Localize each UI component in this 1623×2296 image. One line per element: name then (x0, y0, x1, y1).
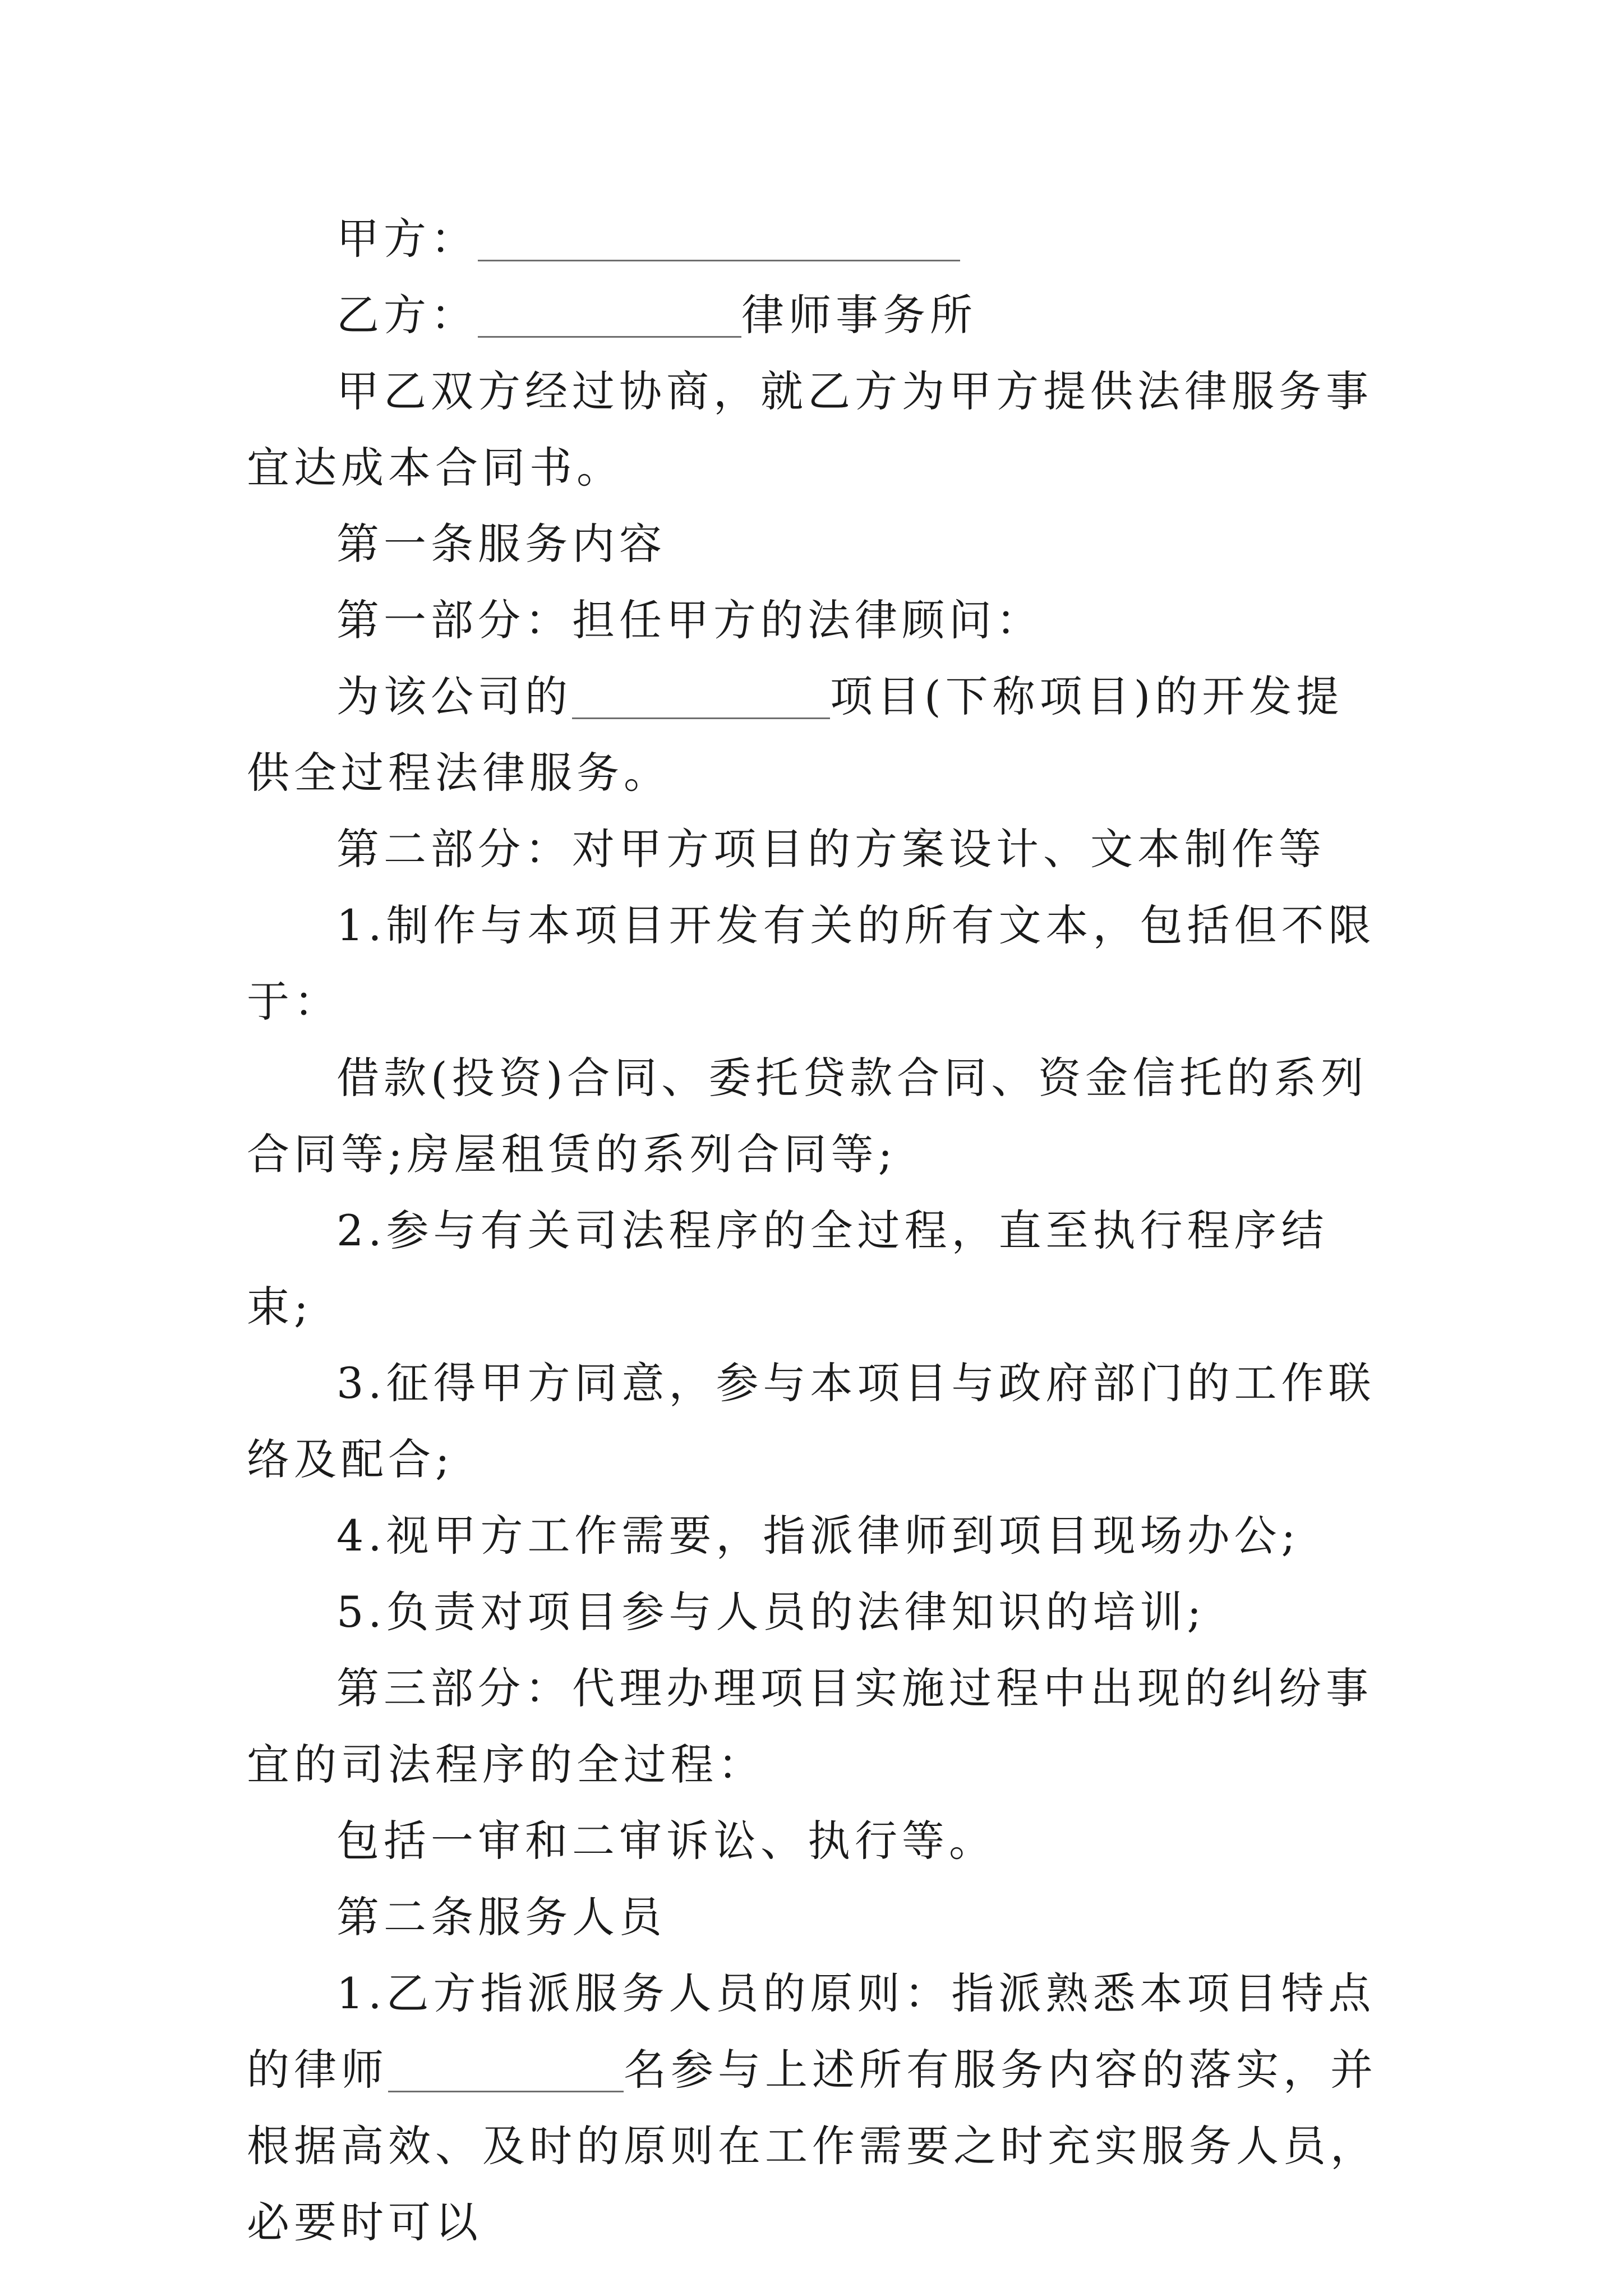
part1-body-prefix: 为该公司的 (336, 671, 572, 721)
part3-body: 包括一审和二审诉讼、执行等。 (336, 1816, 996, 1866)
item-3: 3.征得甲方同意，参与本项目与政府部门的工作联络及配合; (247, 1358, 1376, 1484)
article2-title: 第二条服务人员 (336, 1892, 666, 1942)
part3-title: 第三部分：代理办理项目实施过程中出现的纠纷事宜的司法程序的全过程： (247, 1663, 1373, 1789)
party-b-blank (478, 291, 741, 338)
party-a-line (247, 201, 1380, 277)
item-4: 4.视甲方工作需要，指派律师到项目现场办公; (336, 1511, 1301, 1561)
party-b-suffix: 律师事务所 (741, 290, 977, 340)
article1-title: 第一条服务内容 (336, 519, 666, 569)
item-5: 5.负责对项目参与人员的法律知识的培训; (336, 1587, 1206, 1637)
staff-prefix: 1.乙方指派服务人员的原则：指派熟悉本项目特点的律师 (247, 1968, 1376, 2095)
part2-title: 第二部分：对甲方项目的方案设计、文本制作等 (336, 824, 1326, 874)
party-b-line (247, 277, 1380, 353)
party-a-label: 甲方： (336, 214, 478, 264)
contract-body (247, 201, 1380, 2261)
part1-body-suffix: 项目(下称项目)的开发提供全过程法律服务。 (247, 671, 1344, 798)
part1-title: 第一部分：担任甲方的法律顾问： (336, 595, 1043, 645)
item-1-detail: 借款(投资)合同、委托贷款合同、资金信托的系列合同等;房屋租赁的系列合同等; (247, 1053, 1368, 1179)
party-b-label: 乙方： (336, 290, 478, 340)
lawyer-count-blank (388, 2046, 624, 2092)
project-name-blank (572, 673, 830, 719)
staff-paragraph (247, 1955, 1380, 2261)
item-1: 1.制作与本项目开发有关的所有文本，包括但不限于： (247, 900, 1376, 1027)
item-2: 2.参与有关司法程序的全过程，直至执行程序结束; (247, 1205, 1329, 1332)
party-a-blank (478, 215, 960, 261)
staff-suffix: 名参与上述所有服务内容的落实，并根据高效、及时的原则在工作需要之时充实服务人员，必要时可以 (247, 2045, 1377, 2247)
intro-paragraph: 甲乙双方经过协商，就乙方为甲方提供法律服务事宜达成本合同书。 (247, 366, 1373, 493)
part1-body (247, 659, 1380, 811)
